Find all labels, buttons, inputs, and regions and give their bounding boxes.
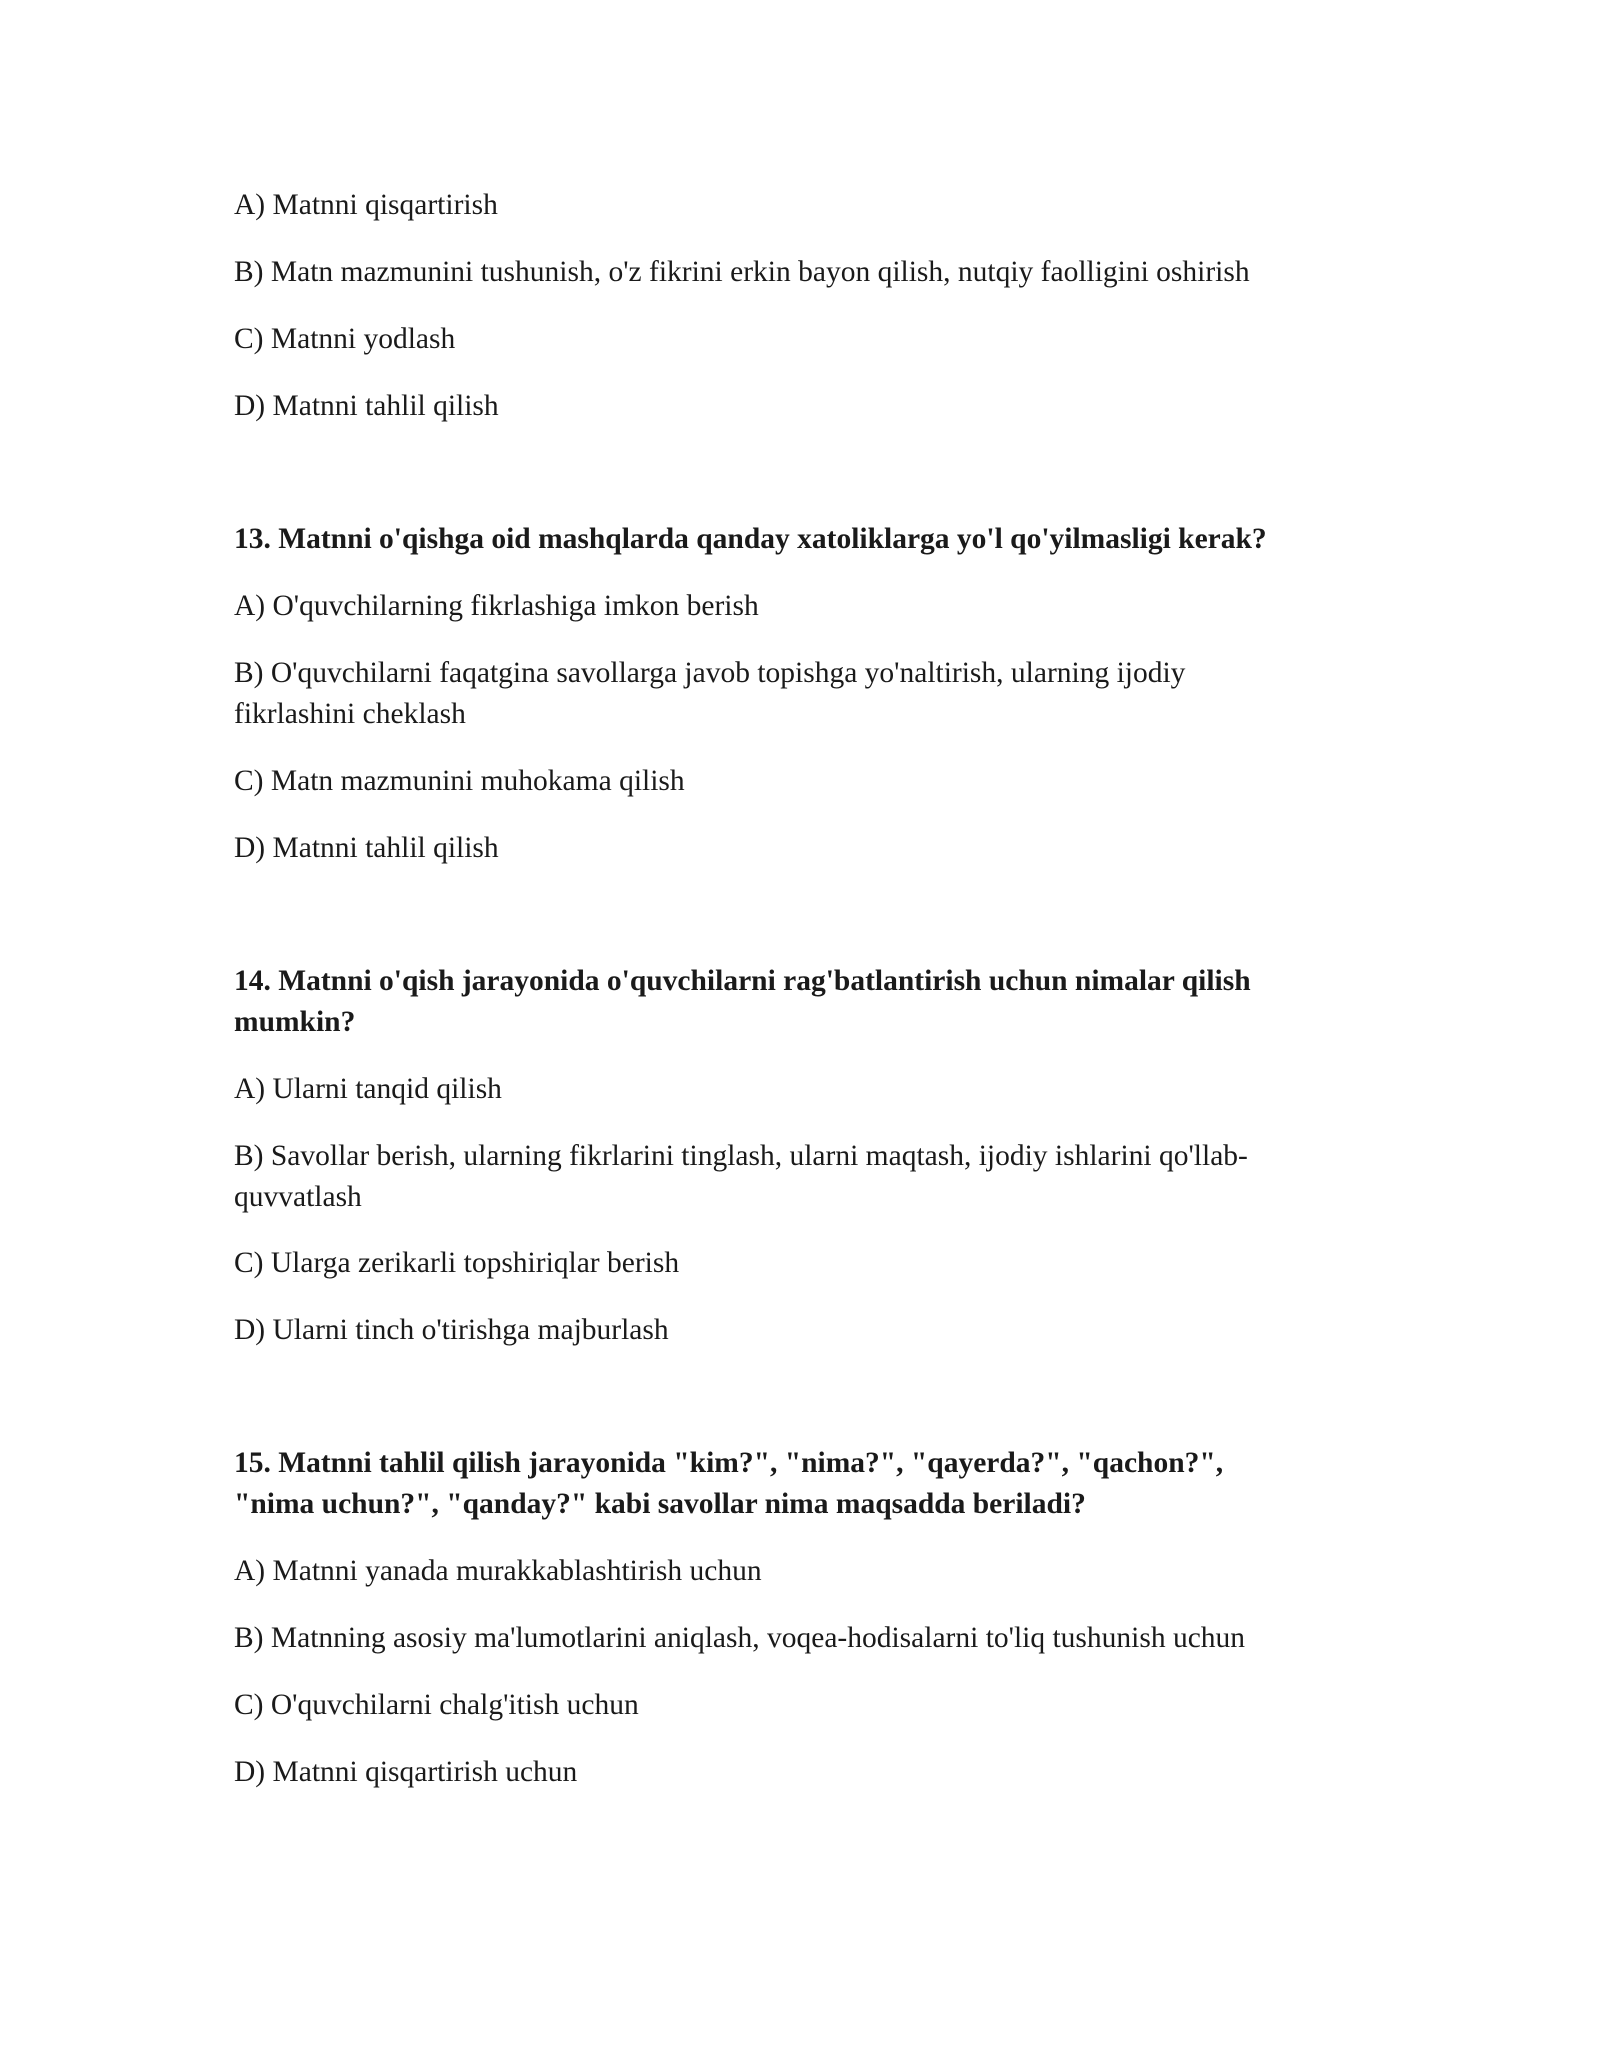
question-14-line2: mumkin?: [234, 1006, 356, 1038]
question-15-line1: 15. Matnni tahlil qilish jarayonida "kim?", "nima?", "qayerda?", "qachon?",: [234, 1447, 1224, 1479]
q13-option-c: C) Matn mazmunini muhokama qilish: [234, 765, 685, 797]
q14-option-b-line2: quvvatlash: [234, 1181, 362, 1213]
prev-option-b: B) Matn mazmunini tushunish, o'z fikrini erkin bayon qilish, nutqiy faolligini oshirish: [234, 256, 1250, 288]
q15-option-b: B) Matnning asosiy ma'lumotlarini aniqlash, voqea-hodisalarni to'liq tushunish uchun: [234, 1622, 1246, 1654]
q15-option-a: A) Matnni yanada murakkablashtirish uchun: [234, 1555, 762, 1587]
prev-option-a: A) Matnni qisqartirish: [234, 189, 498, 221]
q15-option-d: D) Matnni qisqartirish uchun: [234, 1756, 578, 1788]
q13-option-d: D) Matnni tahlil qilish: [234, 832, 499, 864]
prev-option-d: D) Matnni tahlil qilish: [234, 390, 499, 422]
question-15-line2: "nima uchun?", "qanday?" kabi savollar nima maqsadda beriladi?: [234, 1488, 1086, 1520]
question-14-line1: 14. Matnni o'qish jarayonida o'quvchilarni rag'batlantirish uchun nimalar qilish: [234, 965, 1251, 997]
q14-option-d: D) Ularni tinch o'tirishga majburlash: [234, 1314, 669, 1346]
q13-option-b-line2: fikrlashini cheklash: [234, 698, 466, 730]
q14-option-c: C) Ularga zerikarli topshiriqlar berish: [234, 1247, 680, 1279]
question-13: 13. Matnni o'qishga oid mashqlarda qanday xatoliklarga yo'l qo'yilmasligi kerak?: [234, 523, 1267, 555]
q13-option-b-line1: B) O'quvchilarni faqatgina savollarga javob topishga yo'naltirish, ularning ijodiy: [234, 657, 1186, 689]
q13-option-a: A) O'quvchilarning fikrlashiga imkon berish: [234, 590, 759, 622]
q14-option-b-line1: B) Savollar berish, ularning fikrlarini tinglash, ularni maqtash, ijodiy ishlarini qo'llab-: [234, 1140, 1248, 1172]
q15-option-c: C) O'quvchilarni chalg'itish uchun: [234, 1689, 639, 1721]
prev-option-c: C) Matnni yodlash: [234, 323, 456, 355]
q14-option-a: A) Ularni tanqid qilish: [234, 1073, 502, 1105]
